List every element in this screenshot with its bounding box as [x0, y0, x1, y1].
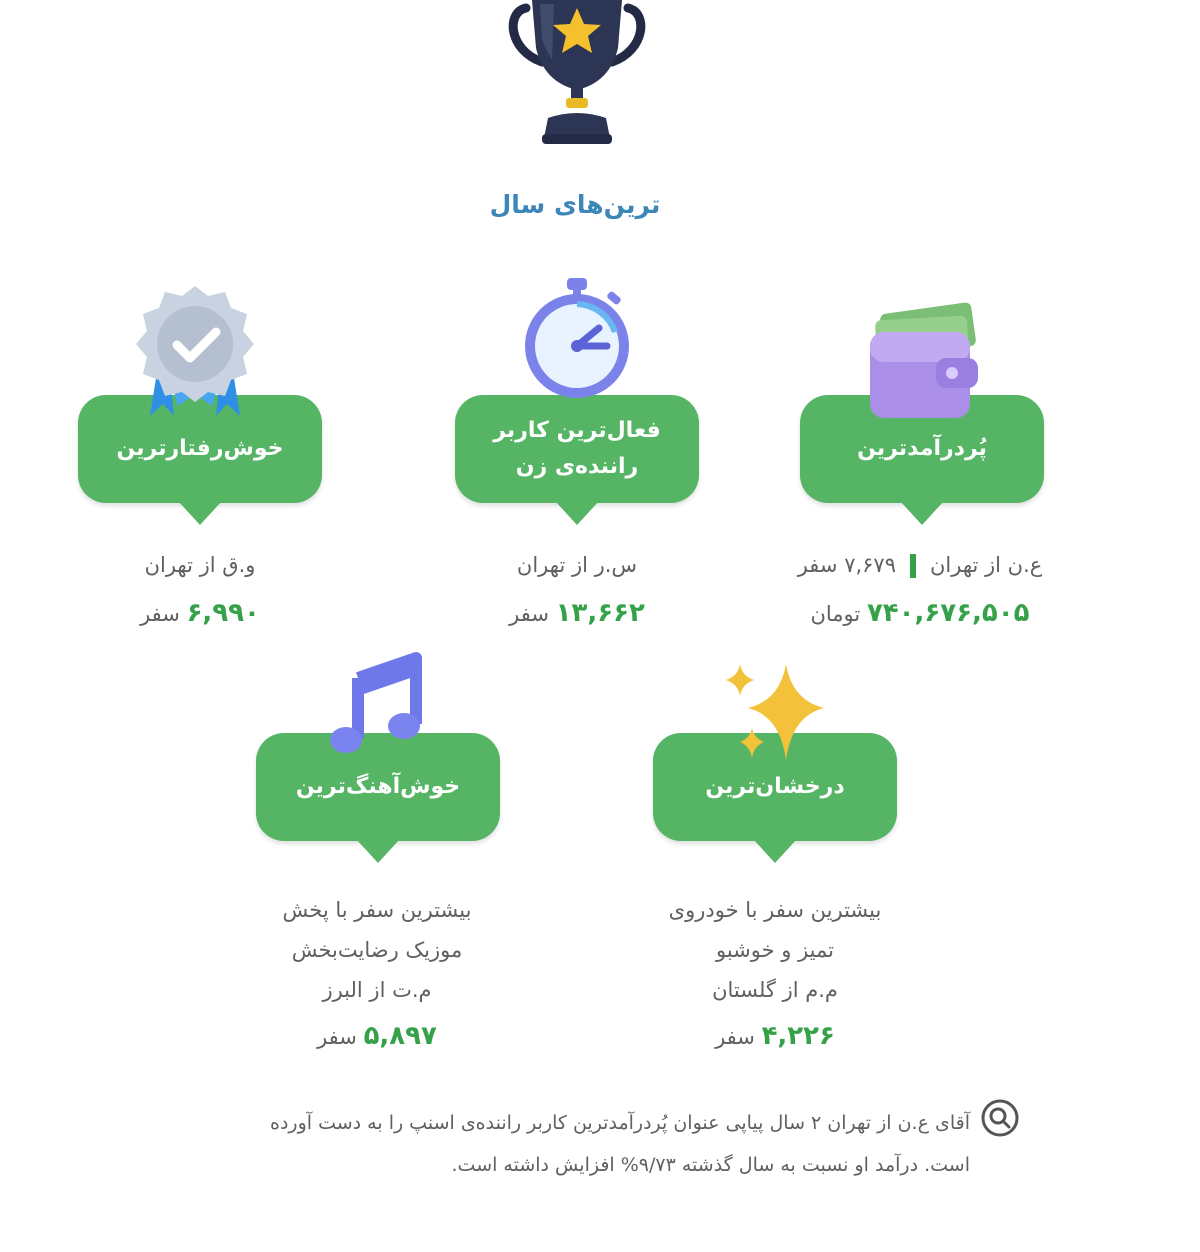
trophy-icon	[502, 0, 652, 164]
footer-line1: آقای ع.ن از تهران ۲ سال پیاپی عنوان پُردرآمدترین کاربر راننده‌ی اسنپ را به دست آورده	[270, 1112, 970, 1134]
card-most-active-female-unit: سفر	[509, 602, 549, 626]
card-top-earner-line	[760, 545, 1080, 585]
card-most-active-female-title	[493, 413, 661, 485]
card-best-music-desc-line2: موزیک رضایت‌بخش	[291, 938, 463, 962]
card-best-behaved-info	[78, 545, 322, 634]
card-top-earner-trips-unit: سفر	[797, 553, 838, 577]
card-best-music-title: خوش‌آهنگ‌ترین	[295, 774, 461, 799]
card-top-earner-value: ۷۴۰,۶۷۶,۵۰۵	[866, 598, 1030, 628]
card-best-music-unit: سفر	[317, 1025, 357, 1049]
card-best-behaved-person: و.ق از تهران	[144, 553, 256, 577]
wallet-icon	[862, 300, 992, 429]
card-best-behaved-unit: سفر	[140, 602, 180, 626]
card-best-behaved-title: خوش‌رفتارترین	[116, 436, 284, 461]
card-top-earner-info	[760, 545, 1080, 634]
card-best-music-desc-line1: بیشترین سفر با پخش	[282, 898, 472, 922]
card-most-active-female	[455, 395, 699, 503]
separator-bar	[910, 554, 916, 578]
card-best-music-person: م.ت از البرز	[322, 978, 432, 1002]
card-shiniest-desc-line1: بیشترین سفر با خودروی	[668, 898, 882, 922]
card-best-behaved-value: ۶,۹۹۰	[186, 598, 260, 628]
badge-check-icon	[130, 282, 260, 426]
card-most-active-female-info	[455, 545, 699, 634]
page-title: ترین‌های سال	[489, 190, 661, 219]
card-best-music-value: ۵,۸۹۷	[363, 1021, 437, 1051]
card-top-earner-trips-value: ۷,۶۷۹	[844, 553, 896, 577]
card-most-active-female-value-line	[455, 593, 699, 634]
card-shiniest-desc-line2: تمیز و خوشبو	[715, 938, 834, 962]
card-best-behaved-value-line	[78, 593, 322, 634]
stopwatch-icon	[515, 272, 640, 406]
card-top-earner-unit: تومان	[810, 602, 861, 626]
card-shiniest-person: م.م از گلستان	[712, 978, 838, 1002]
card-most-active-female-title-line2: راننده‌ی زن	[515, 454, 639, 479]
card-shiniest-value: ۴,۲۲۶	[761, 1021, 835, 1051]
sparkles-icon	[720, 660, 835, 774]
card-most-active-female-person: س.ر از تهران	[516, 553, 638, 577]
card-best-music-info	[222, 890, 532, 1057]
card-most-active-female-title-line1: فعال‌ترین کاربر	[493, 418, 661, 443]
card-shiniest-unit: سفر	[715, 1025, 755, 1049]
card-shiniest-info	[620, 890, 930, 1057]
card-most-active-female-value: ۱۳,۶۶۲	[555, 598, 645, 628]
card-best-music-value-line	[222, 1016, 532, 1057]
search-info-icon	[980, 1098, 1020, 1142]
card-top-earner-value-line	[760, 593, 1080, 634]
card-shiniest-title: درخشان‌ترین	[705, 774, 845, 799]
footer-note	[90, 1102, 970, 1186]
card-top-earner-title: پُردرآمدترین	[857, 436, 987, 461]
card-top-earner-person: ع.ن از تهران	[929, 553, 1043, 577]
music-note-icon	[328, 650, 428, 764]
card-shiniest-value-line	[620, 1016, 930, 1057]
footer-line2: است. درآمد او نسبت به سال گذشته ۹/۷۳% افزایش داشته است.	[451, 1154, 970, 1176]
